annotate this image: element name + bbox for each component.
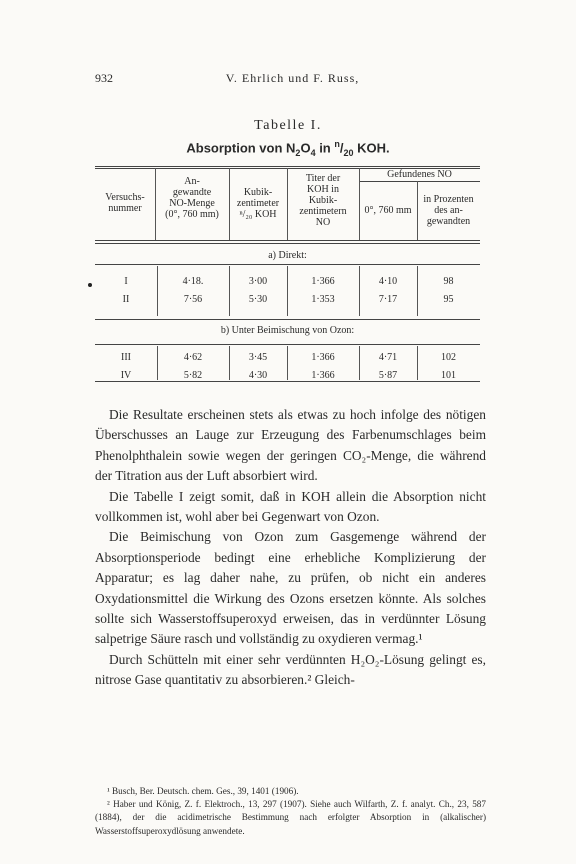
- table-cell: 4·62: [183, 352, 203, 363]
- running-head: V. Ehrlich und F. Russ,: [225, 71, 360, 85]
- section-ozon: b) Unter Beimischung von Ozon:: [220, 325, 355, 336]
- table-cell: 5·82: [183, 370, 203, 381]
- table-cell: 3·00: [248, 276, 268, 287]
- footnote: ² Haber und König, Z. f. Elektroch., 13, 297 (1907). Siehe auch Wilfarth, Z. f. analyt. Ch., 23, 587 (1884), der die acidimetrische Bestimmung nach erfolgter Absorption in (alkalischer) Wasserstoffsuperoxydlösung anwendete.: [95, 799, 486, 836]
- table-cell: 1·353: [311, 294, 335, 305]
- table-cell: 5·30: [248, 294, 268, 305]
- table-cell: 4·30: [248, 370, 268, 381]
- table-cell: 1·366: [311, 276, 335, 287]
- table-cell: 7·56: [183, 294, 203, 305]
- table-cell: III: [121, 352, 131, 363]
- table-cell: 102: [441, 352, 456, 363]
- data-table: [95, 166, 480, 381]
- table-caption: Absorption von $N_2O_4$ in $^n/_{20}$ KOH.: [186, 139, 390, 158]
- section-direkt: a) Direkt:: [268, 250, 307, 261]
- table-cell: 4·71: [378, 352, 398, 363]
- table-cell: 101: [441, 370, 456, 381]
- table-cell: 3·45: [248, 352, 268, 363]
- table-cell: 4·18.: [182, 276, 204, 287]
- header-titer: Titer der KOH in Kubik- zentimetern NO: [299, 173, 347, 228]
- header-angewandte-no: An- gewandte NO-Menge (0°, 760 mm): [165, 176, 219, 220]
- table-cell: 5·87: [378, 370, 398, 381]
- page-number: 932: [95, 71, 113, 85]
- header-no-760: 0°, 760 mm: [364, 205, 412, 216]
- table-cell: II: [122, 294, 130, 305]
- table-cell: 7·17: [378, 294, 398, 305]
- paragraph: Die Beimischung von Ozon zum Gasgemenge während der Absorptionsperiode bedingt eine erhebliche Komplizierung der Apparatur; es lag daher nahe, zu prüfen, ob nicht ein anderes Oxydationsmittel die Wirkung des Ozons ersetzen könnte. Als solches sollte sich Wasserstoffsuperoxyd erweisen, das in verdünnter Lösung salpetrige Säure rasch und vollständig zu oxydieren vermag.¹: [95, 529, 486, 647]
- table-cell: 1·366: [311, 352, 335, 363]
- table-cell: IV: [120, 370, 132, 381]
- footnote: ¹ Busch, Ber. Deutsch. chem. Ges., 39, 1401 (1906).: [107, 786, 299, 796]
- table-cell: 1·366: [311, 370, 335, 381]
- body-text: [95, 405, 486, 691]
- paragraph: Die Resultate erscheinen stets als etwas zu hoch infolge des nötigen Überschusses an Lauge zur Erzeugung des Farbenumschlages beim Phenolphthalein sowie wegen der geringen CO₂-Menge, die während der Titration aus der Luft absorbiert wird.: [95, 407, 486, 484]
- header-versuchsnummer: Versuchs- nummer: [105, 192, 145, 214]
- paragraph: Durch Schütteln mit einer sehr verdünnten H₂O₂-Lösung gelingt es, nitrose Gase quantitativ zu absorbieren.² Gleich-: [95, 651, 486, 688]
- header-gefundenes-no: Gefundenes NO: [387, 169, 452, 180]
- margin-dot: [88, 283, 92, 287]
- footnotes: [95, 785, 486, 838]
- paragraph: Die Tabelle I zeigt somit, daß in KOH allein die Absorption nicht vollkommen ist, wohl aber bei Gegenwart von Ozon.: [95, 488, 486, 525]
- table-cell: 95: [443, 294, 454, 305]
- header-prozent: in Prozenten des an- gewandten: [423, 194, 474, 227]
- header-kubikzentimeter-koh: Kubik- zentimeter ⁿ/₂₀ KOH: [236, 187, 280, 220]
- table-cell: 98: [443, 276, 454, 287]
- table-cell: 4·10: [378, 276, 398, 287]
- table-title: Tabelle I.: [254, 118, 322, 133]
- table-cell: I: [124, 276, 128, 287]
